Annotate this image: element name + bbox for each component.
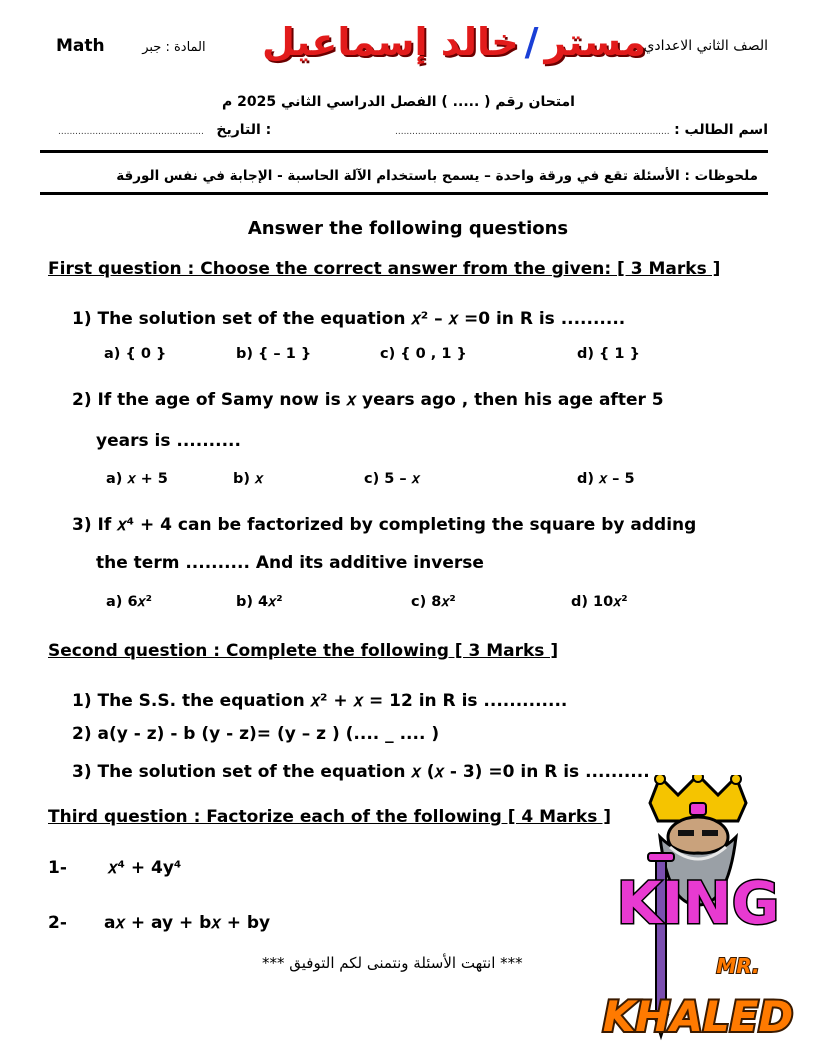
q1-item1-option-c: c) { 0 , 1 }: [380, 346, 467, 362]
logo-khaled-text: KHALED: [602, 992, 794, 1041]
student-name-line: [395, 122, 768, 138]
footer-note: *** انتهت الأسئلة ونتمنى لكم التوفيق ***: [262, 954, 523, 972]
date-dots[interactable]: ...................................................: [58, 127, 204, 137]
q2-item3: 3) The solution set of the equation 𝑥 (𝑥 - 3) =0 in R is ..........: [72, 762, 650, 782]
q1-heading: First question : Choose the correct answer from the given: [ 3 Marks ]: [48, 259, 721, 279]
q2-heading: Second question : Complete the following [ 3 Marks ]: [48, 641, 559, 661]
q3-item1-num: 1-: [48, 858, 67, 878]
q1-item2-stem-line1: 2) If the age of Samy now is 𝑥 years ago , then his age after 5: [72, 390, 664, 410]
q1-item3-option-b: b) 4𝑥²: [236, 594, 283, 610]
q1-item1-option-a: a) { 0 }: [104, 346, 167, 362]
q1-item3-option-a: a) 6𝑥²: [106, 594, 152, 610]
date-label: التاريخ :: [216, 122, 272, 138]
subject-en: Math: [56, 36, 105, 56]
q1-item1-option-d: d) { 1 }: [577, 346, 640, 362]
notes-rule: [40, 192, 768, 195]
student-name-label: اسم الطالب :: [674, 122, 768, 138]
date-line: [58, 122, 271, 138]
q1-item3-option-c: c) 8𝑥²: [411, 594, 456, 610]
header-rule: [40, 150, 768, 153]
q1-item2-option-a: a) 𝑥 + 5: [106, 471, 168, 487]
teacher-slash: /: [524, 20, 539, 64]
logo-graphic: [598, 775, 798, 1045]
q1-item1-option-b: b) { – 1 }: [236, 346, 312, 362]
page-title: Answer the following questions: [247, 218, 569, 239]
q1-item3-stem-line1: 3) If 𝑥⁴ + 4 can be factorized by completing the square by adding: [72, 515, 697, 535]
q3-item2-expr: a𝑥 + ay + b𝑥 + by: [104, 913, 271, 933]
logo-king-text: KING: [616, 869, 780, 937]
exam-line: امتحان رقم ( ..... ) الفصل الدراسي الثاني 2025 م: [222, 94, 575, 110]
subject-line: [56, 36, 206, 56]
q3-item1-expr: 𝑥⁴ + 4y⁴: [108, 858, 182, 878]
q2-item1: 1) The S.S. the equation 𝑥² + 𝑥 = 12 in R is .............: [72, 691, 568, 711]
q3-item2-num: 2-: [48, 913, 67, 933]
q2-item2: 2) a(y - z) - b (y - z)= (y – z ) (.... _ .... ): [72, 724, 440, 744]
student-name-dots[interactable]: ................................................................................................: [394, 127, 670, 137]
q1-item2-option-b: b) 𝑥: [233, 471, 264, 487]
q1-item2-stem-line2: years is ..........: [96, 431, 241, 451]
q1-item3-option-d: d) 10𝑥²: [571, 594, 628, 610]
teacher-title: مستر: [544, 20, 646, 64]
grade-label: الصف الثاني الاعدادي: [643, 38, 768, 54]
logo-mr-text: MR.: [716, 954, 760, 978]
teacher-person: خالد إسماعيل: [262, 20, 519, 64]
notes: ملحوظات : الأسئلة تقع في ورقة واحدة – يسمح باستخدام الآلة الحاسبة - الإجابة في نفس الورقة: [116, 168, 758, 184]
mr-khaled-logo: [598, 775, 798, 1045]
q1-item1-stem: 1) The solution set of the equation 𝑥² – 𝑥 =0 in R is ..........: [72, 309, 626, 329]
q1-item2-option-c: c) 5 – 𝑥: [364, 471, 420, 487]
q1-item2-option-d: d) 𝑥 – 5: [577, 471, 635, 487]
teacher-brand: [262, 20, 646, 64]
q1-item3-stem-line2: the term .......... And its additive inverse: [96, 553, 484, 573]
subject-label: المادة : جبر: [142, 40, 206, 55]
q3-heading: Third question : Factorize each of the following [ 4 Marks ]: [48, 807, 612, 827]
crown-icon: [650, 775, 746, 821]
